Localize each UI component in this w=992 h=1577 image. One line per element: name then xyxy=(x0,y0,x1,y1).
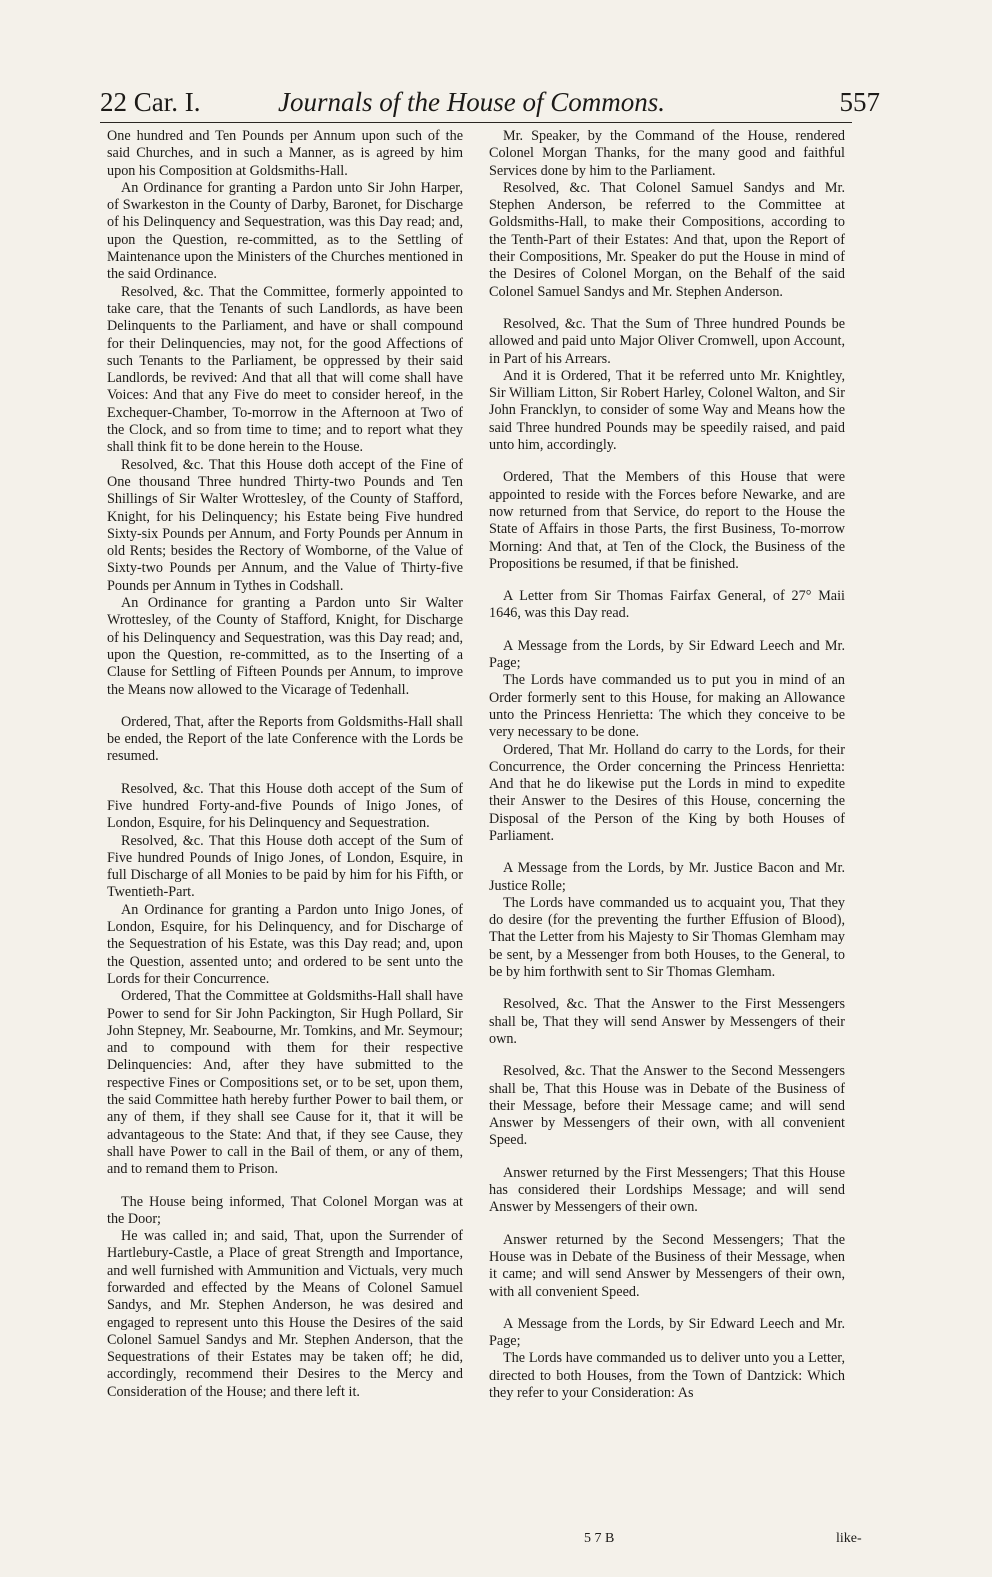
page-number: 557 xyxy=(839,87,880,117)
page-header xyxy=(100,82,880,122)
paragraph: Ordered, That, after the Reports from Goldsmiths-Hall shall be ended, the Report of the late Conference with the Lords be resumed. xyxy=(107,713,463,765)
paragraph: Answer returned by the Second Messengers; That the House was in Debate of the Business of their Message, when it came; and will send Answer by Messengers of their own, with all convenient Speed. xyxy=(489,1231,845,1300)
paragraph: Resolved, &c. That this House doth accept of the Sum of Five hundred Forty-and-five Pounds of Inigo Jones, of London, Esquire, for his Delinquency and Sequestration. xyxy=(107,780,463,832)
paragraph: Resolved, &c. That the Sum of Three hundred Pounds be allowed and paid unto Major Oliver Cromwell, upon Account, in Part of his Arrears. xyxy=(489,315,845,367)
signature-mark: 5 7 B xyxy=(584,1531,615,1546)
paragraph: Ordered, That the Committee at Goldsmiths-Hall shall have Power to send for Sir John Packington, Sir Hugh Pollard, Sir John Stepney, Mr. Seabourne, Mr. Tomkins, and Mr. Seymour; and to compound with them for their respective Delinquencies: And, after they have submitted to the respective Fines or Compositions set, or to be set, upon them, the said Committee hath hereby further Power to bail them, or any of them, if they shall see Cause for it, that it will be advantageous to the State: And that, if they see Cause, they shall have Power to call in the Bail of them, or any of them, and to remand them to Prison. xyxy=(107,988,463,1178)
paragraph: An Ordinance for granting a Pardon unto Sir Walter Wrottesley, of the County of Stafford, Knight, for Discharge of his Delinquency and Sequestration, was this Day read; and, upon the Question, re-committed, as to the Inserting of a Clause for Settling of Fifteen Pounds per Annum, to improve the Means now allowed to the Vicarage of Tedenhall. xyxy=(107,595,463,698)
paragraph: A Message from the Lords, by Mr. Justice Bacon and Mr. Justice Rolle; xyxy=(489,860,845,894)
paragraph: An Ordinance for granting a Pardon unto Sir John Harper, of Swarkeston in the County of Darby, Baronet, for Discharge of his Delinquency and Sequestration, was this Day read; and, upon the Question, re-committed, as to the Settling of Maintenance upon the Ministers of the Churches mentioned in the said Ordinance. xyxy=(107,179,463,283)
paragraph: The House being informed, That Colonel Morgan was at the Door; xyxy=(107,1193,463,1227)
paragraph: A Message from the Lords, by Sir Edward Leech and Mr. Page; xyxy=(489,637,845,672)
paragraph: Resolved, &c. That this House doth accept of the Sum of Five hundred Pounds of Inigo Jones, of London, Esquire, in full Discharge of all Monies to be paid by him for his Fifth, or Twentieth-Part. xyxy=(107,832,463,901)
paragraph: The Lords have commanded us to acquaint you, That they do desire (for the preventing the further Effusion of Blood), That the Letter from his Majesty to Sir Thomas Glemham may be sent, by a Messenger from both Houses, to the General, to be by him forthwith sent to Sir Thomas Glemham. xyxy=(489,894,845,981)
paragraph: One hundred and Ten Pounds per Annum upon such of the said Churches, and in such a Manner, as is agreed by him upon his Composition at Goldsmiths-Hall. xyxy=(107,128,463,179)
paragraph: Resolved, &c. That this House doth accept of the Fine of One thousand Three hundred Thirty-two Pounds and Ten Shillings of Sir Walter Wrottesley, of the County of Stafford, Knight, for his Delinquency; his Estate being Five hundred Sixty-six Pounds per Annum, and Forty Pounds per Annum in old Rents; besides the Rectory of Womborne, of the Value of Sixty-two Pounds per Annum, and the Value of Thirty-five Pounds per Annum in Tythes in Codshall. xyxy=(107,456,463,594)
paragraph: A Letter from Sir Thomas Fairfax General, of 27° Maii 1646, was this Day read. xyxy=(489,588,845,622)
header-rule xyxy=(100,122,852,123)
paragraph: The Lords have commanded us to deliver unto you a Letter, directed to both Houses, from the Town of Dantzick: Which they refer to your Consideration: As xyxy=(489,1350,845,1401)
paragraph: Resolved, &c. That the Committee, formerly appointed to take care, that the Tenants of such Landlords, as have been Delinquents to the Parliament, and have or shall compound for their Delinquencies, may not, for the good Affections of such Tenants to the Parliament, be oppressed by their said Landlords, be revived: And that all that will come shall have Voices: And that any Five do meet to consider hereof, in the Exchequer-Chamber, To-morrow in the Afternoon at Two of the Clock, and so from time to time; and to report what they shall think fit to be done herein to the House. xyxy=(107,283,463,456)
running-title: Journals of the House of Commons. xyxy=(278,87,665,117)
paragraph: Ordered, That Mr. Holland do carry to the Lords, for their Concurrence, the Order concerning the Princess Henrietta: And that he do likewise put the Lords in mind to expedite their Answer to the Desires of this House, concerning the Disposal of the Person of the King by both Houses of Parliament. xyxy=(489,741,845,844)
paragraph: Resolved, &c. That the Answer to the Second Messengers shall be, That this House was in Debate of the Business of their Message, before their Message came; and will send Answer by Messengers of their own, with all convenient Speed. xyxy=(489,1063,845,1149)
paragraph: The Lords have commanded us to put you in mind of an Order formerly sent to this House, for making an Allowance unto the Princess Henrietta: The which they conceive to be very necessary to be done. xyxy=(489,672,845,741)
paragraph: Resolved, &c. That the Answer to the First Messengers shall be, That they will send Answer by Messengers of their own. xyxy=(489,996,845,1047)
paragraph: Mr. Speaker, by the Command of the House, rendered Colonel Morgan Thanks, for the many good and faithful Services done by him to the Parliament. xyxy=(489,128,845,179)
regnal-year: 22 Car. I. xyxy=(100,87,201,117)
paragraph: And it is Ordered, That it be referred unto Mr. Knightley, Sir William Litton, Sir Robert Harley, Colonel Walton, and Sir John Francklyn, to consider of some Way and Means how the said Three hundred Pounds may be speedily raised, and paid unto him, accordingly. xyxy=(489,367,845,454)
paragraph: Answer returned by the First Messengers; That this House has considered their Lordships Message; and will send Answer by Messengers of their own. xyxy=(489,1164,845,1216)
paragraph: A Message from the Lords, by Sir Edward Leech and Mr. Page; xyxy=(489,1315,845,1350)
paragraph: He was called in; and said, That, upon the Surrender of Hartlebury-Castle, a Place of great Strength and Importance, and well furnished with Ammunition and Victuals, very much forwarded and effected by the Means of Colonel Samuel Sandys, and Mr. Stephen Anderson, he was desired and engaged to represent unto this House the Desires of the said Colonel Samuel Sandys and Mr. Stephen Anderson, that the Sequestrations of their Estates may be taken off; he did, accordingly, recommend their Desires to the Mercy and Consideration of the House; and there left it. xyxy=(107,1228,463,1400)
paragraph: Resolved, &c. That Colonel Samuel Sandys and Mr. Stephen Anderson, be referred to the Committee at Goldsmiths-Hall, to make their Compositions, according to the Tenth-Part of their Estates: And that, upon the Report of their Compositions, Mr. Speaker do put the House in mind of the Desires of Colonel Morgan, on the Behalf of the said Colonel Samuel Sandys and Mr. Stephen Anderson. xyxy=(489,179,845,300)
left-column xyxy=(107,128,463,1401)
paragraph: An Ordinance for granting a Pardon unto Inigo Jones, of London, Esquire, for his Delinquency, and for Discharge of the Sequestration of his Estate, was this Day read; and, upon the Question, assented unto; and ordered to be sent unto the Lords for their Concurrence. xyxy=(107,901,463,987)
right-column xyxy=(489,128,845,1402)
paragraph: Ordered, That the Members of this House that were appointed to reside with the Forces before Newarke, and are now returned from that Service, do report to the House the State of Affairs in those Parts, the first Business, To-morrow Morning: And that, at Ten of the Clock, the Business of the Propositions be resumed, if that be finished. xyxy=(489,469,845,572)
catchword: like- xyxy=(836,1531,862,1546)
